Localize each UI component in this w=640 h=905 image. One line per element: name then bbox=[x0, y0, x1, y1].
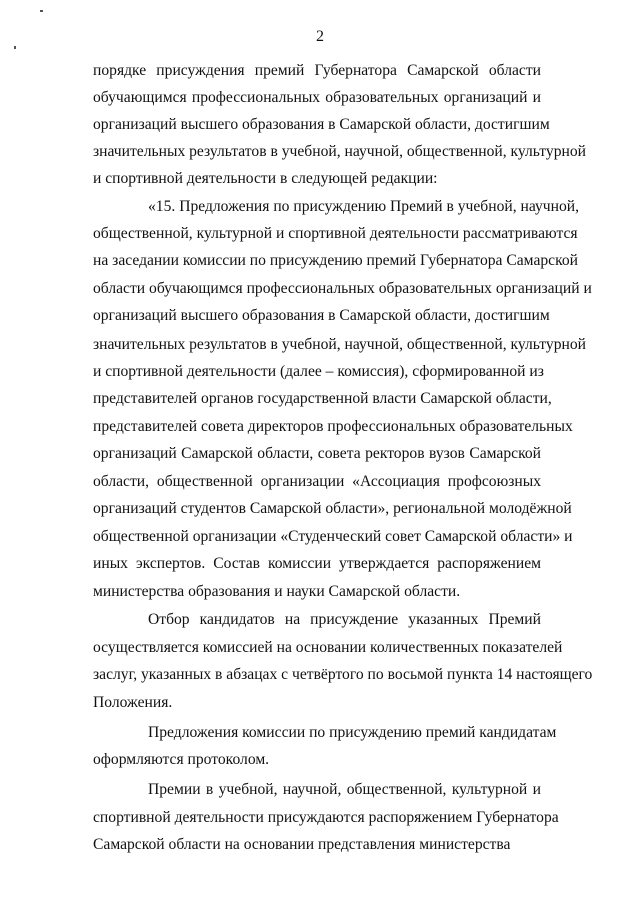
paragraph-line: Самарской области на основании представления министерства bbox=[93, 836, 511, 853]
paragraph-line: организаций высшего образования в Самарской области, достигшим bbox=[93, 307, 550, 324]
paragraph-line: осуществляется комиссией на основании количественных показателей bbox=[93, 639, 563, 656]
paragraph-line: организаций высшего образования в Самарской области, достигшим bbox=[93, 116, 550, 133]
scan-mark bbox=[14, 46, 16, 49]
paragraph-line: оформляются протоколом. bbox=[93, 751, 270, 768]
scan-mark bbox=[40, 10, 43, 12]
paragraph-line: заслуг, указанных в абзацах с четвёртого по восьмой пункта 14 настоящего bbox=[93, 666, 593, 683]
paragraph-line: иных экспертов. Состав комиссии утверждается распоряжением bbox=[93, 555, 541, 572]
paragraph-line: «15. Предложения по присуждению Премий в учебной, научной, bbox=[148, 198, 580, 215]
page-number: 2 bbox=[316, 28, 324, 45]
paragraph-line: Предложения комиссии по присуждению премий кандидатам bbox=[148, 724, 557, 741]
paragraph-line: и спортивной деятельности в следующей редакции: bbox=[93, 170, 438, 187]
paragraph-line: представителей совета директоров профессиональных образовательных bbox=[93, 418, 573, 435]
paragraph-line: организаций Самарской области, совета ректоров вузов Самарской bbox=[93, 445, 541, 462]
paragraph-line: общественной, культурной и спортивной деятельности рассматриваются bbox=[93, 225, 578, 242]
paragraph-line: спортивной деятельности присуждаются распоряжением Губернатора bbox=[93, 809, 559, 826]
paragraph-line: министерства образования и науки Самарской области. bbox=[93, 583, 461, 600]
paragraph-line: области обучающимся профессиональных образовательных организаций и bbox=[93, 280, 592, 297]
paragraph-line: порядке присуждения премий Губернатора Самарской области bbox=[93, 62, 541, 79]
paragraph-line: значительных результатов в учебной, научной, общественной, культурной bbox=[93, 336, 586, 353]
paragraph-line: Отбор кандидатов на присуждение указанных Премий bbox=[148, 611, 541, 628]
paragraph-line: организаций студентов Самарской области», региональной молодёжной bbox=[93, 500, 572, 517]
paragraph-line: общественной организации «Студенческий совет Самарской области» и bbox=[93, 528, 573, 545]
paragraph-line: представителей органов государственной власти Самарской области, bbox=[93, 390, 552, 407]
paragraph-line: Положения. bbox=[93, 694, 173, 711]
paragraph-line: Премии в учебной, научной, общественной, культурной и bbox=[148, 781, 541, 798]
paragraph-line: на заседании комиссии по присуждению премий Губернатора Самарской bbox=[93, 252, 579, 269]
paragraph-line: значительных результатов в учебной, научной, общественной, культурной bbox=[93, 143, 586, 160]
paragraph-line: обучающимся профессиональных образовательных организаций и bbox=[93, 89, 541, 106]
paragraph-line: и спортивной деятельности (далее – комиссия), сформированной из bbox=[93, 363, 544, 380]
paragraph-line: области, общественной организации «Ассоциация профсоюзных bbox=[93, 473, 541, 490]
